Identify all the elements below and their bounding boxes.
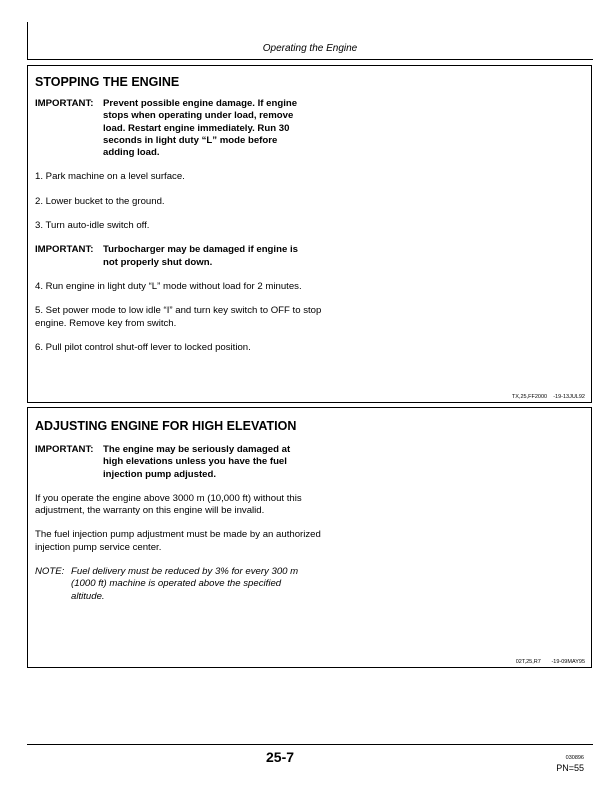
important-text: Prevent possible engine damage. If engine stops when operating under load, remove load. Restart engine immediately. Run 30 seconds in light duty “L” mode before adding load. [103,98,298,159]
important-note-turbo [35,244,325,269]
note [35,566,325,603]
important-text: Turbocharger may be damaged if engine is not properly shut down. [103,244,298,268]
reference-code: 02T,25,R7 -19-09MAY95 [515,659,585,665]
footer-code: 030896 [565,755,584,761]
page-header-title: Operating the Engine [262,43,358,54]
footer-pn: PN=55 [556,763,584,773]
note-text: Fuel delivery must be reduced by 3% for every 300 m (1000 ft) machine is operated above the specified altitude. [71,566,299,602]
header-rule [27,59,593,60]
important-label: IMPORTANT: [35,98,94,109]
important-note [35,444,325,481]
section-stopping-engine [27,65,592,403]
note-label: NOTE: [35,566,65,578]
step-4: 4. Run engine in light duty “L” mode without load for 2 minutes. [35,280,302,292]
step-1: 1. Park machine on a level surface. [35,171,185,183]
step-5: 5. Set power mode to low idle “I” and turn key switch to OFF to stop engine. Remove key from switch. [35,305,322,329]
header-left-rule [27,22,28,60]
important-label: IMPORTANT: [35,444,94,455]
important-text: The engine may be seriously damaged at high elevations unless you have the fuel injection pump adjusted. [103,444,291,480]
section-body [35,408,325,603]
paragraph-warranty: If you operate the engine above 3000 m (10,000 ft) without this adjustment, the warranty on this engine will be invalid. [35,492,302,517]
important-label: IMPORTANT: [35,244,94,256]
step-6: 6. Pull pilot control shut-off lever to locked position. [35,341,251,353]
step-3: 3. Turn auto-idle switch off. [35,220,150,232]
section-high-elevation [27,407,592,668]
footer-rule [27,744,593,745]
section-body [35,66,325,354]
section-title: STOPPING THE ENGINE [35,75,180,89]
page-number: 25-7 [266,749,295,765]
important-note [35,98,325,159]
section-title: ADJUSTING ENGINE FOR HIGH ELEVATION [35,419,297,433]
paragraph-service-center: The fuel injection pump adjustment must be made by an authorized injection pump service center. [35,529,321,553]
reference-code: TX,25,FF2000 -19-13JUL92 [511,394,585,400]
step-2: 2. Lower bucket to the ground. [35,195,165,207]
